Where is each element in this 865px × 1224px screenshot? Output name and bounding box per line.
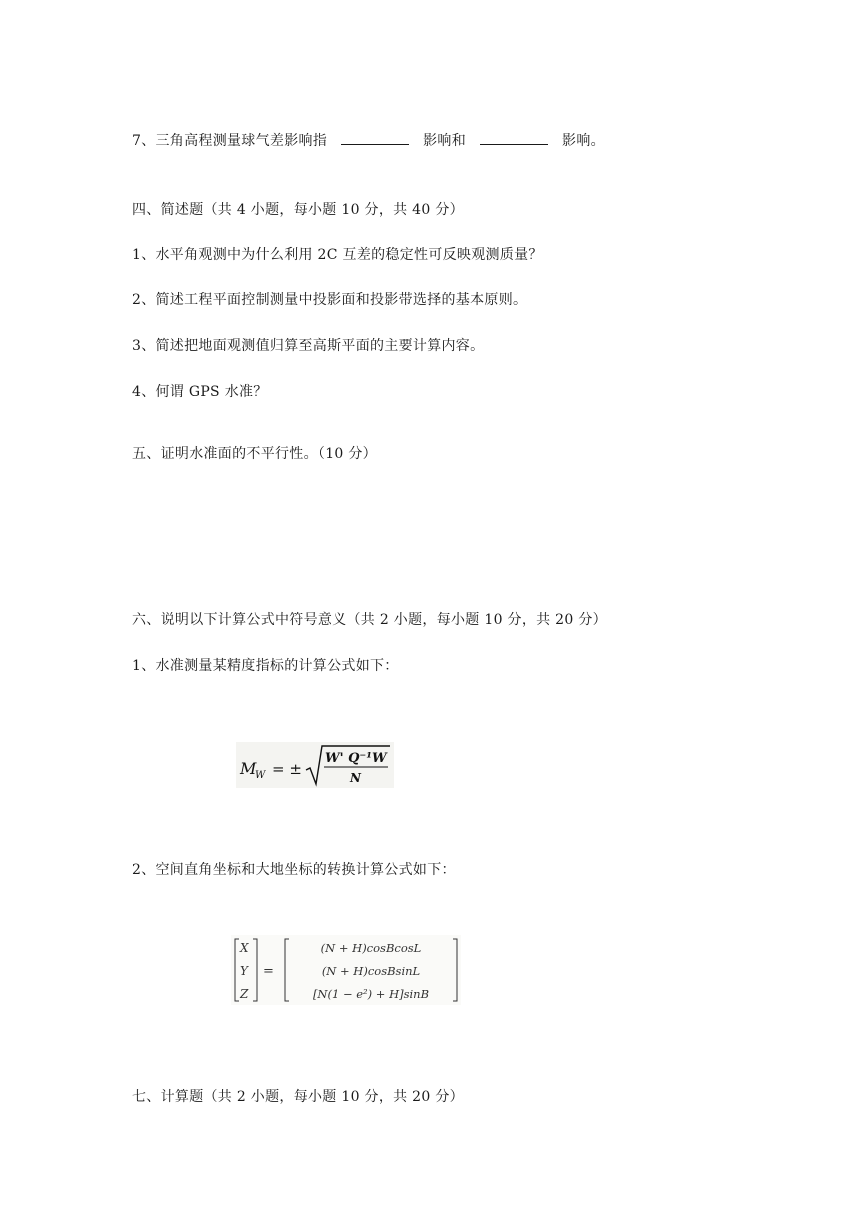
formula-1-op: = ±	[272, 760, 302, 778]
formula-2-equals: =	[263, 964, 274, 979]
formula-2-left-bracket-close	[253, 939, 257, 1001]
formula-1-image	[236, 742, 394, 788]
formula-2-left-bracket-open	[235, 939, 239, 1001]
formula-2-svg	[231, 935, 461, 1005]
formula-2-row-3: [N(1 − e²) + H]sinB	[312, 987, 430, 1001]
section-6-heading: 六、说明以下计算公式中符号意义（共 2 小题，每小题 10 分，共 20 分）	[132, 612, 607, 628]
formula-2-row-1: (N + H)cosBcosL	[320, 941, 422, 955]
answer-blank-2[interactable]	[480, 130, 548, 145]
section-6-item-1: 1、水准测量某精度指标的计算公式如下：	[132, 658, 399, 674]
section-5-heading: 五、证明水准面的不平行性。（10 分）	[132, 446, 377, 462]
section-4-heading: 四、简述题（共 4 小题，每小题 10 分，共 40 分）	[132, 202, 464, 218]
formula-1-denominator: N	[350, 771, 361, 785]
section-7-heading: 七、计算题（共 2 小题，每小题 10 分，共 20 分）	[132, 1089, 464, 1105]
formula-2-row-2: (N + H)cosBsinL	[321, 964, 421, 978]
question-7-suffix: 影响。	[562, 133, 605, 149]
formula-2-x: X	[240, 941, 249, 955]
formula-1-numerator: W' Q⁻¹W	[325, 751, 387, 766]
formula-1-lhs: M	[240, 759, 257, 778]
answer-blank-1[interactable]	[341, 130, 409, 145]
section-4-item-1: 1、水平角观测中为什么利用 2C 互差的稳定性可反映观测质量？	[132, 247, 543, 263]
question-7-middle: 影响和	[423, 133, 467, 149]
section-4-item-4: 4、何谓 GPS 水准？	[132, 384, 268, 400]
formula-1-svg	[236, 742, 394, 788]
formula-1-lhs-sub: W	[255, 770, 266, 781]
formula-2-image	[231, 935, 461, 1005]
formula-2-right-bracket-close	[453, 939, 457, 1001]
formula-2-z: Z	[240, 987, 249, 1001]
formula-2-right-bracket-open	[285, 939, 289, 1001]
question-7-prefix: 7、三角高程测量球气差影响指	[132, 133, 328, 149]
question-7	[132, 130, 605, 150]
section-4-item-2: 2、简述工程平面控制测量中投影面和投影带选择的基本原则。	[132, 292, 528, 308]
formula-2-y: Y	[240, 964, 248, 978]
section-6-item-2: 2、空间直角坐标和大地坐标的转换计算公式如下：	[132, 862, 456, 878]
section-4-item-3: 3、简述把地面观测值归算至高斯平面的主要计算内容。	[132, 338, 485, 354]
